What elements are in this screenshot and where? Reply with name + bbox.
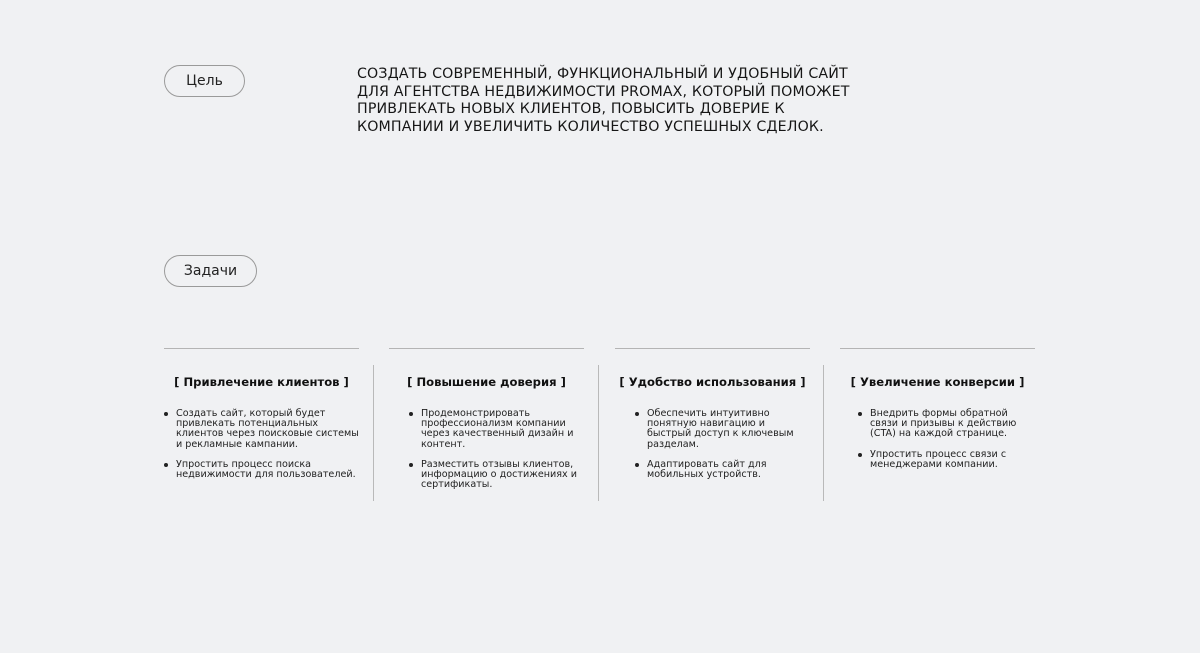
goal-text: СОЗДАТЬ СОВРЕМЕННЫЙ, ФУНКЦИОНАЛЬНЫЙ И УДОБНЫЙ САЙТ ДЛЯ АГЕНТСТВА НЕДВИЖИМОСТИ PROMAX, КОТОРЫЙ ПОМОЖЕТ ПРИВЛЕКАТЬ НОВЫХ КЛИЕНТОВ, ПОВЫСИТЬ ДОВЕРИЕ К КОМПАНИИ И УВЕЛИЧИТЬ КОЛИЧЕСТВО УСПЕШНЫХ СДЕЛОК. [357,66,850,135]
column-divider [823,365,824,501]
column-top-line [615,348,810,349]
list-item: Упростить процесс поиска недвижимости для пользователей. [164,460,359,480]
column-top-line [389,348,584,349]
column-list [409,409,581,500]
column-title: [ Повышение доверия ] [407,375,566,389]
column-top-line [840,348,1035,349]
list-item: Разместить отзывы клиентов, информацию о достижениях и сертификаты. [409,460,581,491]
list-item: Продемонстрировать профессионализм компании через качественный дизайн и контент. [409,409,581,450]
column-list [164,409,359,490]
list-item: Создать сайт, который будет привлекать потенциальных клиентов через поисковые системы и рекламные кампании. [164,409,359,450]
column-divider [373,365,374,501]
column-divider [598,365,599,501]
column-title: [ Удобство использования ] [619,375,806,389]
list-item: Адаптировать сайт для мобильных устройств. [635,460,800,480]
column-title: [ Увеличение конверсии ] [850,375,1025,389]
column-top-line [164,348,359,349]
column-list [635,409,800,490]
goal-label-pill [164,65,245,97]
column-title: [ Привлечение клиентов ] [174,375,349,389]
list-item: Упростить процесс связи с менеджерами компании. [858,450,1028,470]
list-item: Внедрить формы обратной связи и призывы к действию (CTA) на каждой странице. [858,409,1028,440]
column-list [858,409,1028,480]
list-item: Обеспечить интуитивно понятную навигацию и быстрый доступ к ключевым разделам. [635,409,800,450]
tasks-label-pill [164,255,257,287]
goal-label: Цель [186,73,223,89]
tasks-columns [164,348,1035,508]
tasks-label: Задачи [183,263,238,279]
